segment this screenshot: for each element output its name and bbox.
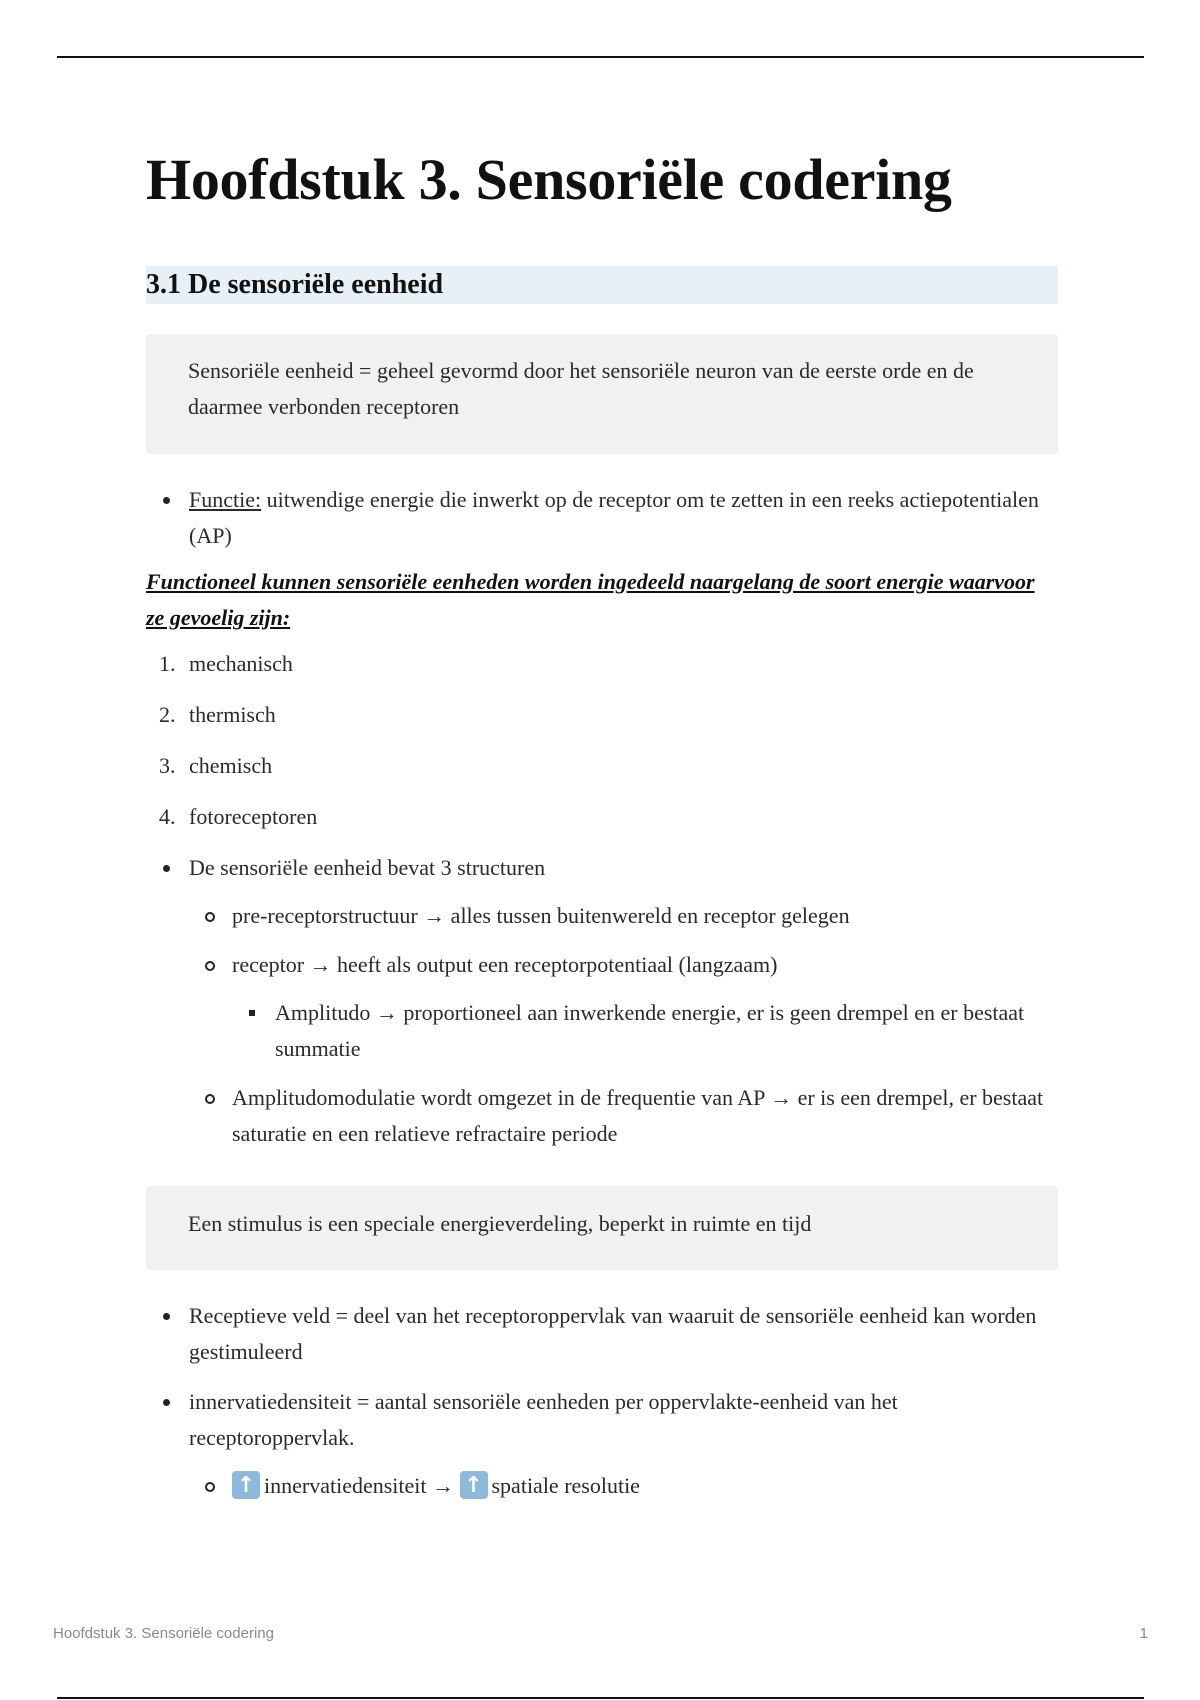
up-arrow-icon bbox=[232, 1471, 260, 1499]
classification-statement: Functioneel kunnen sensoriële eenheden worden ingedeeld naargelang de soort energie waarvoor ze gevoelig zijn: bbox=[146, 569, 1035, 630]
list-number: 1. bbox=[159, 651, 176, 676]
list-item-label: thermisch bbox=[189, 702, 276, 727]
structures-intro: De sensoriële eenheid bevat 3 structuren bbox=[189, 855, 546, 880]
innervation-text: innervatiedensiteit = aantal sensoriële eenheden per oppervlakte-eenheid van het receptoroppervlak. bbox=[189, 1389, 898, 1450]
stimulus-callout bbox=[146, 1186, 1058, 1270]
list-item-label: fotoreceptoren bbox=[189, 804, 318, 829]
list-item bbox=[189, 1080, 1058, 1152]
bottom-rule bbox=[57, 1697, 1144, 1699]
list-number: 2. bbox=[159, 702, 176, 727]
definition-text: Sensoriële eenheid = geheel gevormd door het sensoriële neuron van de eerste orde en de daarmee verbonden receptoren bbox=[188, 358, 974, 419]
top-rule bbox=[57, 56, 1144, 58]
list-item bbox=[189, 1468, 1058, 1504]
structures-list bbox=[146, 850, 1058, 1152]
modulation-text: Amplitudomodulatie wordt omgezet in de frequentie van AP → er is een drempel, er bestaat saturatie en een relatieve refractaire periode bbox=[232, 1085, 1044, 1146]
up-arrow-icon bbox=[460, 1471, 488, 1499]
field-list bbox=[146, 1298, 1058, 1504]
function-label: Functie: bbox=[189, 487, 262, 512]
list-number: 4. bbox=[159, 804, 176, 829]
innervation-sublist bbox=[189, 1468, 1058, 1504]
list-item bbox=[146, 748, 1058, 784]
section-heading: 3.1 De sensoriële eenheid bbox=[146, 266, 1058, 304]
list-number: 3. bbox=[159, 753, 176, 778]
page-title: Hoofdstuk 3. Sensoriële codering bbox=[146, 147, 952, 212]
amplitude-text: Amplitudo → proportioneel aan inwerkende energie, er is geen drempel en er bestaat summatie bbox=[275, 1000, 1025, 1061]
definition-callout bbox=[146, 334, 1058, 454]
receptor-text: receptor → heeft als output een receptorpotentiaal (langzaam) bbox=[232, 952, 778, 977]
list-item bbox=[146, 850, 1058, 1152]
resolution-part2: spatiale resolutie bbox=[491, 1473, 640, 1498]
function-text: uitwendige energie die inwerkt op de receptor om te zetten in een reeks actiepotentialen (AP) bbox=[189, 487, 1039, 548]
energy-types-list bbox=[146, 646, 1058, 835]
list-item bbox=[189, 947, 1058, 1067]
list-item bbox=[146, 1298, 1058, 1370]
stimulus-text: Een stimulus is een speciale energieverdeling, beperkt in ruimte en tijd bbox=[188, 1211, 812, 1236]
list-item-label: chemisch bbox=[189, 753, 273, 778]
resolution-part1: innervatiedensiteit → bbox=[264, 1473, 454, 1498]
page-footer bbox=[53, 1625, 1148, 1642]
list-item bbox=[146, 1384, 1058, 1504]
list-item bbox=[146, 697, 1058, 733]
list-item bbox=[146, 482, 1058, 554]
list-item bbox=[146, 646, 1058, 682]
list-item bbox=[146, 799, 1058, 835]
pre-receptor-text: pre-receptorstructuur → alles tussen buitenwereld en receptor gelegen bbox=[232, 903, 850, 928]
list-item bbox=[232, 995, 1058, 1067]
receptive-field-text: Receptieve veld = deel van het receptoroppervlak van waaruit de sensoriële eenheid kan worden gestimuleerd bbox=[189, 1303, 1037, 1364]
footer-title: Hoofdstuk 3. Sensoriële codering bbox=[53, 1625, 274, 1642]
receptor-sublist bbox=[232, 995, 1058, 1067]
list-item-label: mechanisch bbox=[189, 651, 293, 676]
function-list bbox=[146, 482, 1058, 554]
structures-sublist bbox=[189, 898, 1058, 1152]
page-content bbox=[146, 140, 1058, 1518]
page-number: 1 bbox=[1139, 1625, 1148, 1642]
list-item bbox=[189, 898, 1058, 934]
